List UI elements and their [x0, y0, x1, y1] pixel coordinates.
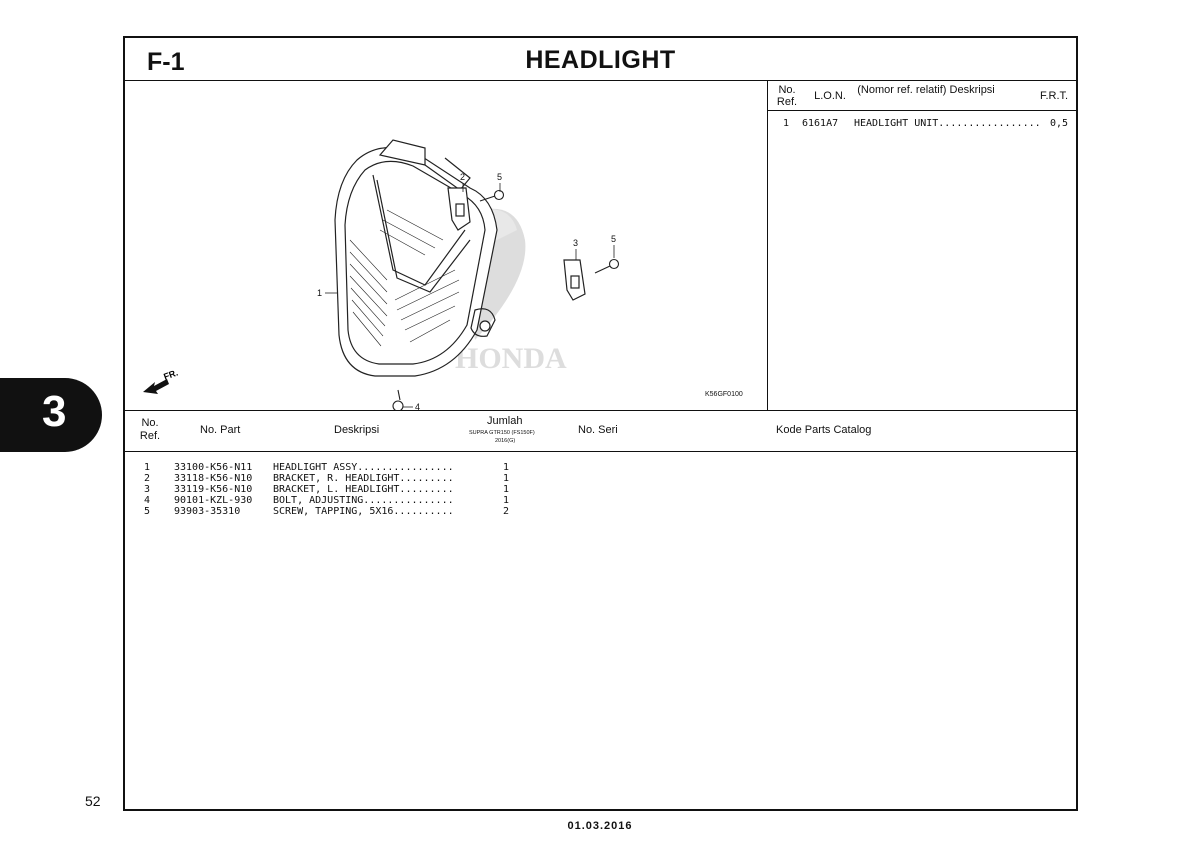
table-row: 5 93903-35310 SCREW, TAPPING, 5X16.......... 2: [144, 506, 510, 517]
lon-header-desc: (Nomor ref. relatif) Deskripsi: [857, 84, 995, 96]
publication-date: 01.03.2016: [567, 820, 633, 832]
header-kode: Kode Parts Catalog: [776, 424, 872, 436]
adjusting-bolt: [393, 390, 403, 410]
callout-2: 2: [460, 172, 466, 182]
lon-table-header: [768, 80, 1076, 111]
header-no-part: No. Part: [200, 424, 241, 436]
callout-4: 4: [415, 402, 421, 410]
headlight-unit: [335, 140, 497, 376]
image-code: K56GF0100: [705, 391, 743, 398]
header-no-ref: No. Ref.: [139, 417, 161, 442]
callout-1: 1: [317, 288, 323, 298]
lon-header-lon: L.O.N.: [814, 90, 846, 102]
parts-list: [125, 462, 510, 517]
lon-header-no-ref: No. Ref.: [776, 84, 798, 108]
catalog-page-frame: [123, 36, 1078, 811]
table-row: 4 90101-KZL-930 BOLT, ADJUSTING............... 1: [144, 495, 510, 506]
page-title: HEADLIGHT: [525, 46, 676, 74]
parts-diagram: [125, 80, 768, 410]
parts-table-header: [125, 410, 1076, 452]
bracket-l-headlight: [564, 260, 585, 300]
table-row: 1 33100-K56-N11 HEADLIGHT ASSY................ 1: [144, 462, 510, 473]
title-bar: [125, 38, 1076, 81]
labor-operation-table: No. Ref. L.O.N. (Nomor ref. relatif) Deskripsi F.R.T. 1 6161A7 HEADLIGHT UNIT................. 0,5: [768, 80, 1076, 410]
front-direction-arrow: [143, 368, 179, 394]
table-row: 3 33119-K56-N10 BRACKET, L. HEADLIGHT......... 1: [144, 484, 510, 495]
header-jumlah: Jumlah: [487, 415, 523, 427]
header-deskripsi: Deskripsi: [334, 424, 380, 436]
honda-watermark-text: HONDA: [455, 342, 567, 375]
headlight-exploded-drawing: [125, 80, 767, 410]
header-model: SUPRA GTR150 (FS150F): [469, 430, 535, 436]
section-code: F-1: [147, 48, 185, 76]
chapter-tab: [0, 378, 102, 452]
lon-header-frt: F.R.T.: [1039, 90, 1069, 102]
chapter-number: 3: [42, 387, 67, 436]
header-no-seri: No. Seri: [578, 424, 618, 436]
callout-3: 3: [573, 238, 579, 248]
direction-label: FR.: [162, 367, 180, 382]
header-year: 2016(G): [495, 438, 516, 444]
table-row: 2 33118-K56-N10 BRACKET, R. HEADLIGHT......... 1: [144, 473, 510, 484]
callout-5b: 5: [611, 234, 617, 244]
callout-5a: 5: [497, 172, 503, 182]
page-number: 52: [85, 793, 101, 809]
